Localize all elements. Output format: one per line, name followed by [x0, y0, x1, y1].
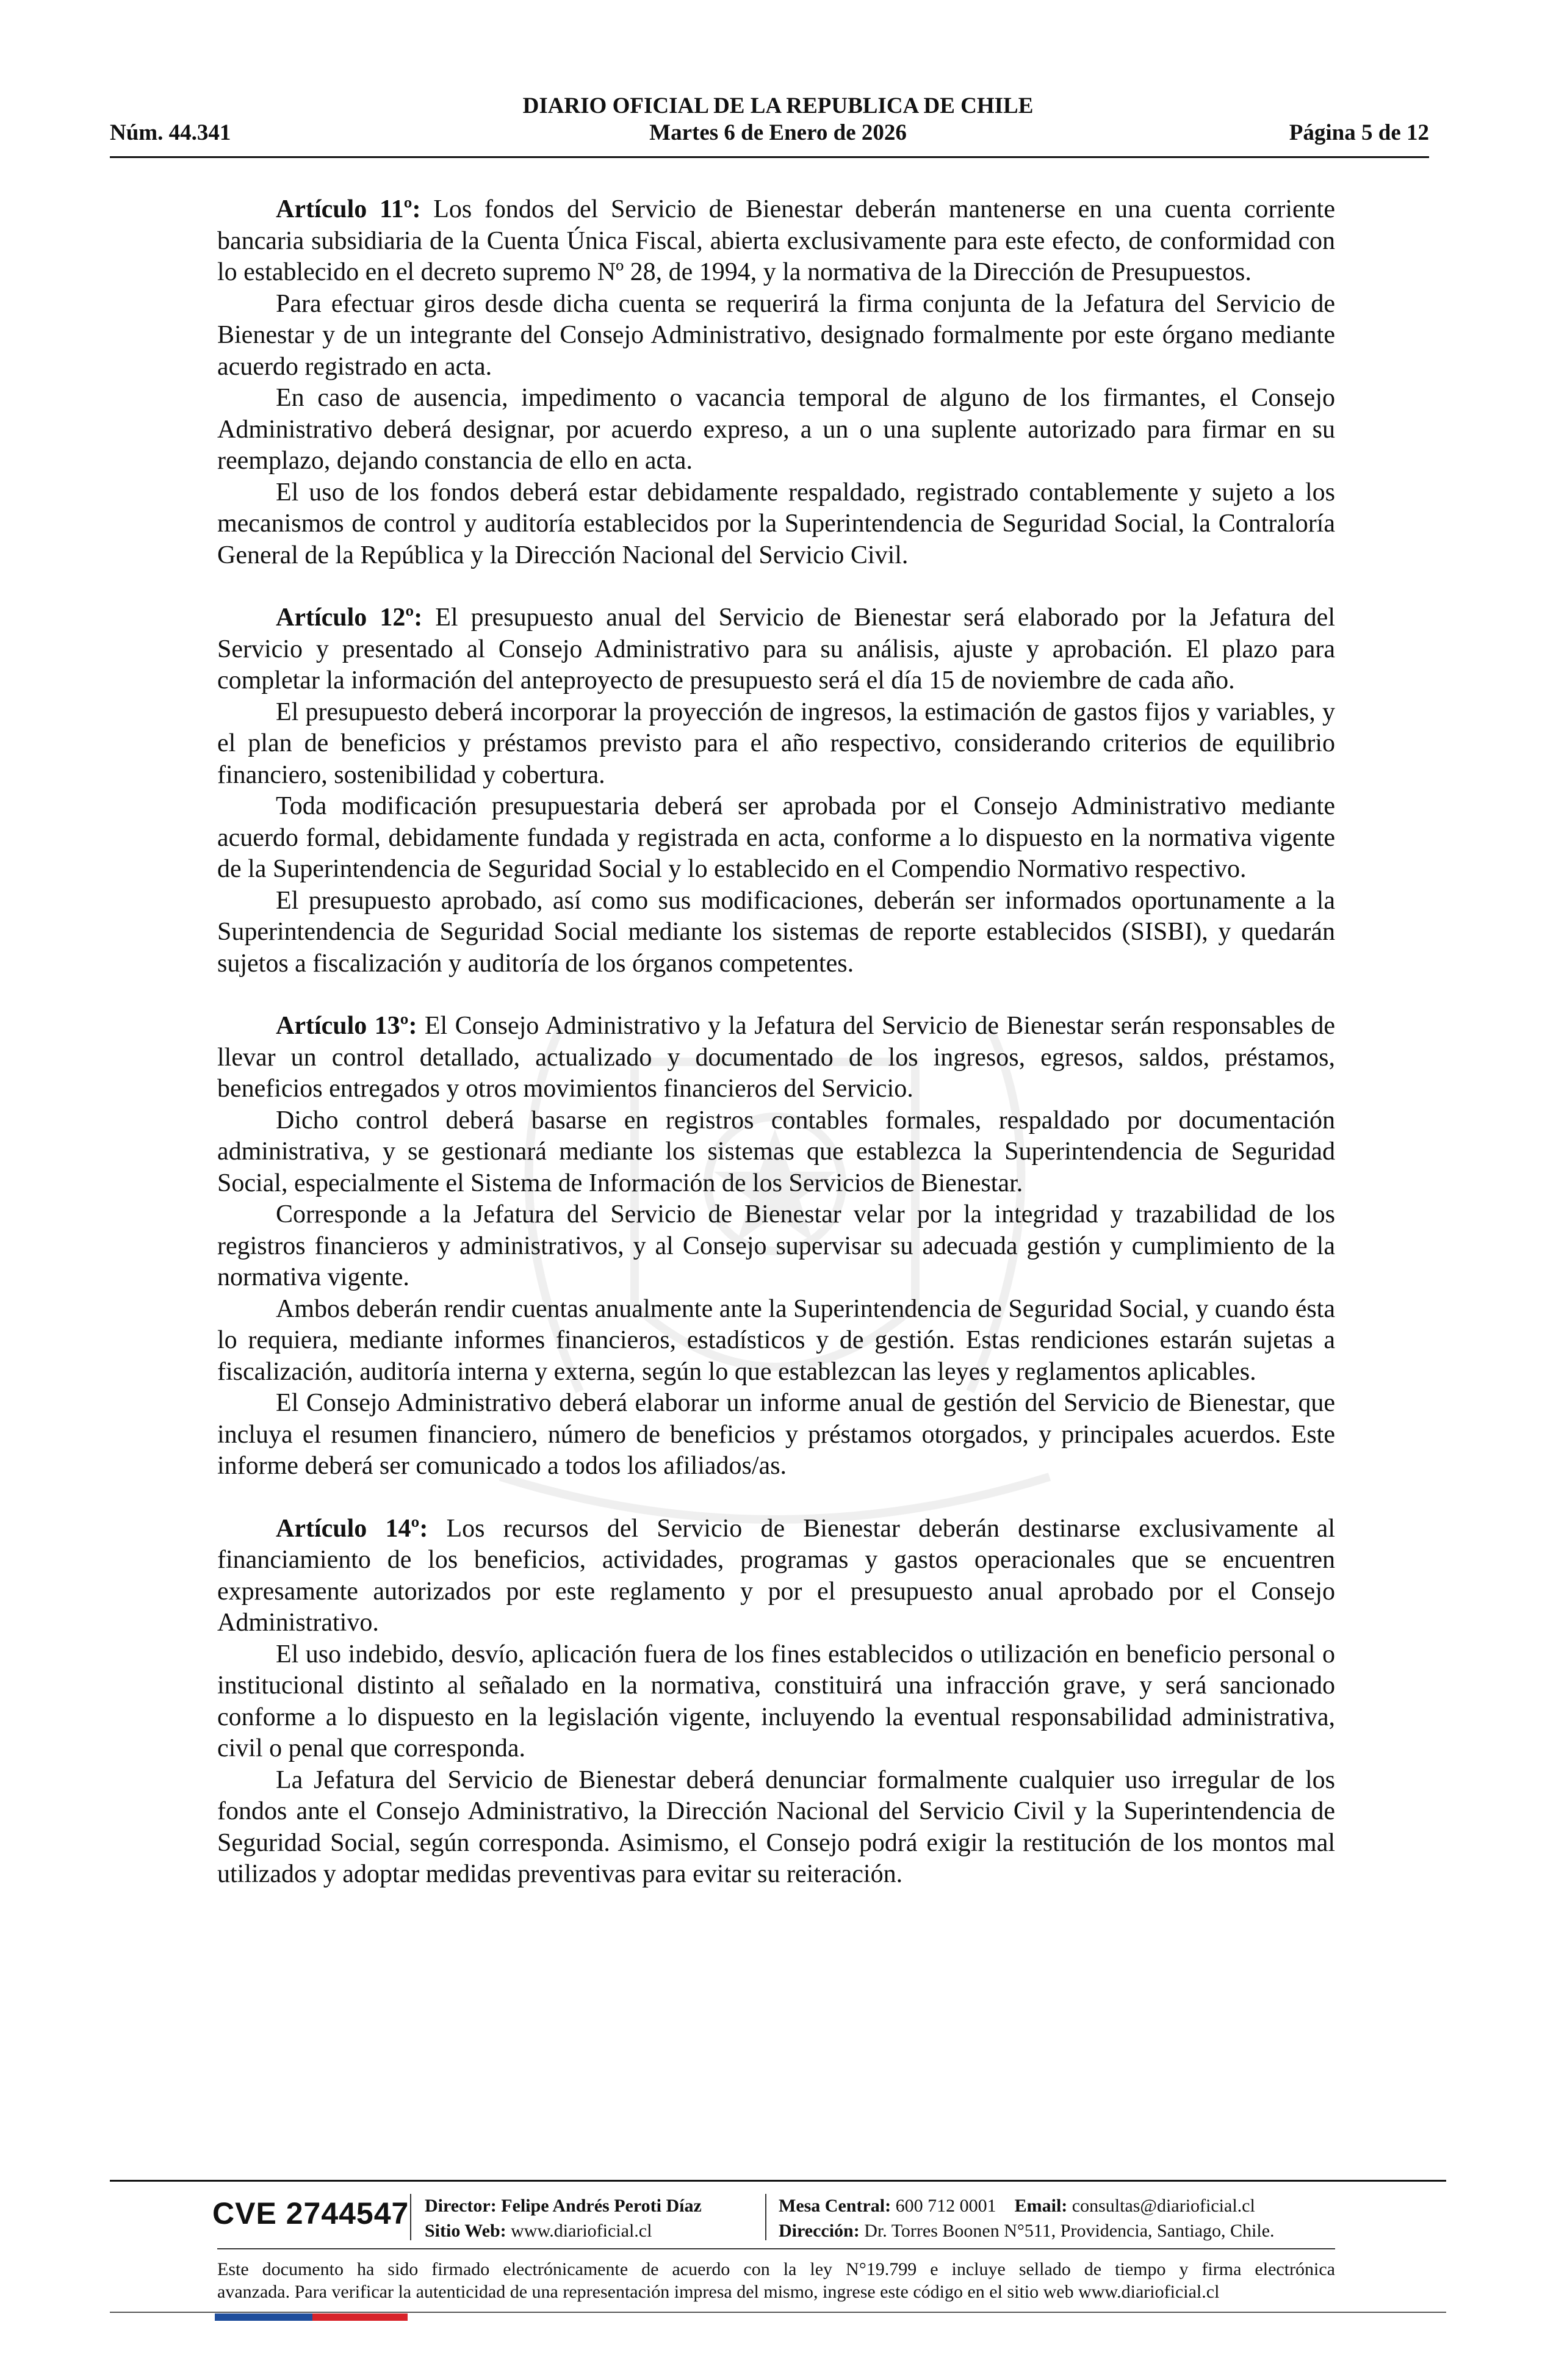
article-paragraph: Toda modificación presupuestaria deberá ser aprobada por el Consejo Administrativo mediante acuerdo formal, debidamente fundada y registrada en acta, conforme a lo dispuesto en la normativa vigente de la Superintendencia de Seguridad Social y lo establecido en el Compendio Normativo respectivo.: [217, 792, 1335, 883]
site-link[interactable]: www.diarioficial.cl: [511, 2221, 652, 2241]
article-paragraph: [217, 1011, 1335, 1105]
legal-line: Este documento ha sido firmado electrónicamente de acuerdo con la ley N°19.799 e incluye sellado de tiempo y firma electrónica: [217, 2259, 1335, 2279]
article-title: Artículo 14º:: [276, 1514, 428, 1543]
article-paragraph: Corresponde a la Jefatura del Servicio de Bienestar velar por la integridad y trazabilidad de los registros financieros y administrativos, y al Consejo supervisar su adecuada gestión y cumplimiento de la normativa vigente.: [217, 1200, 1335, 1291]
footer-separator: [410, 2194, 411, 2240]
director-name: Felipe Andrés Peroti Díaz: [501, 2196, 702, 2216]
article-13: [217, 1011, 1335, 1482]
article-title: Artículo 13º:: [276, 1012, 417, 1040]
article-title: Artículo 11º:: [276, 195, 421, 223]
article-paragraph: El presupuesto deberá incorporar la proyección de ingresos, la estimación de gastos fijos y variables, y el plan de beneficios y préstamos previsto para el año respectivo, considerando criterios de equilibrio financiero, sostenibilidad y cobertura.: [217, 698, 1335, 789]
article-paragraph: Dicho control deberá basarse en registros contables formales, respaldado por documentación administrativa, y se gestionará mediante los sistemas que establezca la Superintendencia de Seguridad Social, especialmente el Sistema de Información de los Servicios de Bienestar.: [217, 1106, 1335, 1197]
article-paragraph: [217, 602, 1335, 697]
footer-contact-block: [779, 2193, 1275, 2243]
article-11: [217, 194, 1335, 571]
email-label: Email:: [1014, 2196, 1068, 2216]
site-label: Sitio Web:: [425, 2221, 506, 2241]
director-label: Director:: [425, 2196, 497, 2216]
flag-stripe-blue: [215, 2313, 312, 2321]
paragraph-text: El presupuesto anual del Servicio de Bienestar será elaborado por la Jefatura del Servicio y presentado al Consejo Administrativo para su análisis, ajuste y aprobación. El plazo para completar la información del anteproyecto de presupuesto será el día 15 de noviembre de cada año.: [217, 604, 1335, 694]
email-link[interactable]: consultas@diarioficial.cl: [1072, 2196, 1255, 2216]
address-value: Dr. Torres Boonen N°511, Providencia, Santiago, Chile.: [864, 2221, 1275, 2241]
document-body: [217, 194, 1335, 1922]
header-divider: [110, 156, 1429, 158]
article-paragraph: En caso de ausencia, impedimento o vacancia temporal de alguno de los firmantes, el Consejo Administrativo deberá designar, por acuerdo expreso, a un o una suplente autorizado para firmar en su reemplazo, dejando constancia de ello en acta.: [217, 384, 1335, 475]
issue-date: Martes 6 de Enero de 2026: [649, 120, 907, 145]
article-title: Artículo 12º:: [276, 604, 423, 632]
mesa-phone: 600 712 0001: [895, 2196, 996, 2216]
page-number: Página 5 de 12: [1289, 120, 1429, 145]
cve-code: CVE 2744547: [212, 2196, 409, 2230]
article-12: [217, 602, 1335, 979]
footer-director-block: [425, 2193, 702, 2243]
mesa-label: Mesa Central:: [779, 2196, 891, 2216]
article-paragraph: [217, 1513, 1335, 1639]
newspaper-title: DIARIO OFICIAL DE LA REPUBLICA DE CHILE: [522, 93, 1034, 118]
bottom-divider: [110, 2312, 1446, 2313]
article-paragraph: La Jefatura del Servicio de Bienestar deberá denunciar formalmente cualquier uso irregular de los fondos ante el Consejo Administrativo, la Dirección Nacional del Servicio Civil y la Superintendencia de Seguridad Social, según corresponda. Asimismo, el Consejo podrá exigir la restitución de los montos mal utilizados y adoptar medidas preventivas para evitar su reiteración.: [217, 1765, 1335, 1888]
article-paragraph: El presupuesto aprobado, así como sus modificaciones, deberán ser informados oportunamente a la Superintendencia de Seguridad Social mediante los sistemas de reporte establecidos (SISBI), y quedarán sujetos a fiscalización y auditoría de los órganos competentes.: [217, 886, 1335, 978]
paragraph-text: El Consejo Administrativo y la Jefatura del Servicio de Bienestar serán responsables de llevar un control detallado, actualizado y documentado de los ingresos, egresos, saldos, préstamos, beneficios entregados y otros movimientos financieros del Servicio.: [217, 1012, 1335, 1103]
article-paragraph: Ambos deberán rendir cuentas anualmente ante la Superintendencia de Seguridad Social, y cuando ésta lo requiera, mediante informes financieros, estadísticos y de gestión. Estas rendiciones estarán sujetas a fiscalización, auditoría interna y externa, según lo que establezcan las leyes y reglamentos aplicables.: [217, 1294, 1335, 1386]
article-paragraph: El uso indebido, desvío, aplicación fuera de los fines establecidos o utilización en beneficio personal o institucional distinto al señalado en la normativa, constituirá una infracción grave, y será sancionado conforme a lo dispuesto en la legislación vigente, incluyendo la eventual responsabilidad administrativa, civil o penal que corresponda.: [217, 1640, 1335, 1762]
paragraph-text: Los recursos del Servicio de Bienestar deberán destinarse exclusivamente al financiamiento de los beneficios, actividades, programas y gastos operacionales que se encuentren expresamente autorizados por este reglamento y por el presupuesto anual aprobado por el Consejo Administrativo.: [217, 1514, 1335, 1637]
article-paragraph: El uso de los fondos deberá estar debidamente respaldado, registrado contablemente y sujeto a los mecanismos de control y auditoría establecidos por la Superintendencia de Seguridad Social, la Contraloría General de la República y la Dirección Nacional del Servicio Civil.: [217, 478, 1335, 569]
issue-number: Núm. 44.341: [110, 120, 231, 145]
legal-notice: [217, 2258, 1335, 2303]
article-paragraph: [217, 194, 1335, 289]
article-14: [217, 1513, 1335, 1891]
paragraph-text: Los fondos del Servicio de Bienestar deberán mantenerse en una cuenta corriente bancaria subsidiaria de la Cuenta Única Fiscal, abierta exclusivamente para este efecto, de conformidad con lo establecido en el decreto supremo Nº 28, de 1994, y la normativa de la Dirección de Presupuestos.: [217, 195, 1335, 286]
article-paragraph: El Consejo Administrativo deberá elaborar un informe anual de gestión del Servicio de Bienestar, que incluya el resumen financiero, número de beneficios y préstamos otorgados, y principales acuerdos. Este informe deberá ser comunicado a todos los afiliados/as.: [217, 1389, 1335, 1480]
article-paragraph: Para efectuar giros desde dicha cuenta se requerirá la firma conjunta de la Jefatura del Servicio de Bienestar y de un integrante del Consejo Administrativo, designado formalmente por este órgano mediante acuerdo registrado en acta.: [217, 289, 1335, 381]
footer-divider: [110, 2180, 1446, 2182]
flag-stripe-red: [312, 2313, 408, 2321]
footer-separator: [765, 2194, 766, 2240]
footer-inner-divider: [217, 2248, 1335, 2249]
address-label: Dirección:: [779, 2221, 860, 2241]
legal-line: avanzada. Para verificar la autenticidad de una representación impresa del mismo, ingrese este código en el sitio web www.diarioficial.cl: [217, 2282, 1220, 2302]
